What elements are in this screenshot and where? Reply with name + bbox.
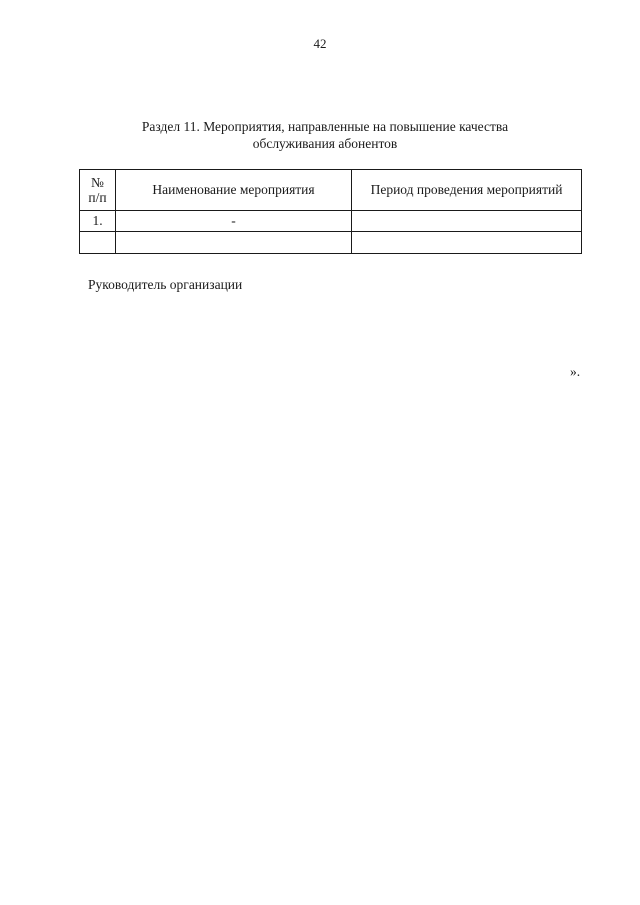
events-table bbox=[79, 169, 582, 254]
cell-event-name: - bbox=[116, 211, 352, 232]
cell-event-name bbox=[116, 232, 352, 254]
table-row bbox=[80, 211, 582, 232]
cell-number: 1. bbox=[80, 211, 116, 232]
cell-number bbox=[80, 232, 116, 254]
cell-event-period bbox=[352, 211, 582, 232]
header-number-abbr: п/п bbox=[88, 190, 107, 205]
table-header-row bbox=[80, 170, 582, 211]
page-number: 42 bbox=[313, 36, 327, 51]
section-title-line-1: Раздел 11. Мероприятия, направленные на повышение качества bbox=[141, 119, 509, 134]
cell-event-period bbox=[352, 232, 582, 254]
signature-label: Руководитель организации bbox=[88, 277, 243, 292]
header-number bbox=[80, 170, 116, 211]
header-event-period: Период проведения мероприятий bbox=[352, 170, 582, 211]
header-event-name: Наименование мероприятия bbox=[116, 170, 352, 211]
closing-quote: ». bbox=[570, 364, 581, 379]
section-title bbox=[100, 118, 550, 152]
header-number-symbol: № bbox=[91, 175, 104, 190]
table-row bbox=[80, 232, 582, 254]
section-title-line-2: обслуживания абонентов bbox=[252, 136, 398, 151]
